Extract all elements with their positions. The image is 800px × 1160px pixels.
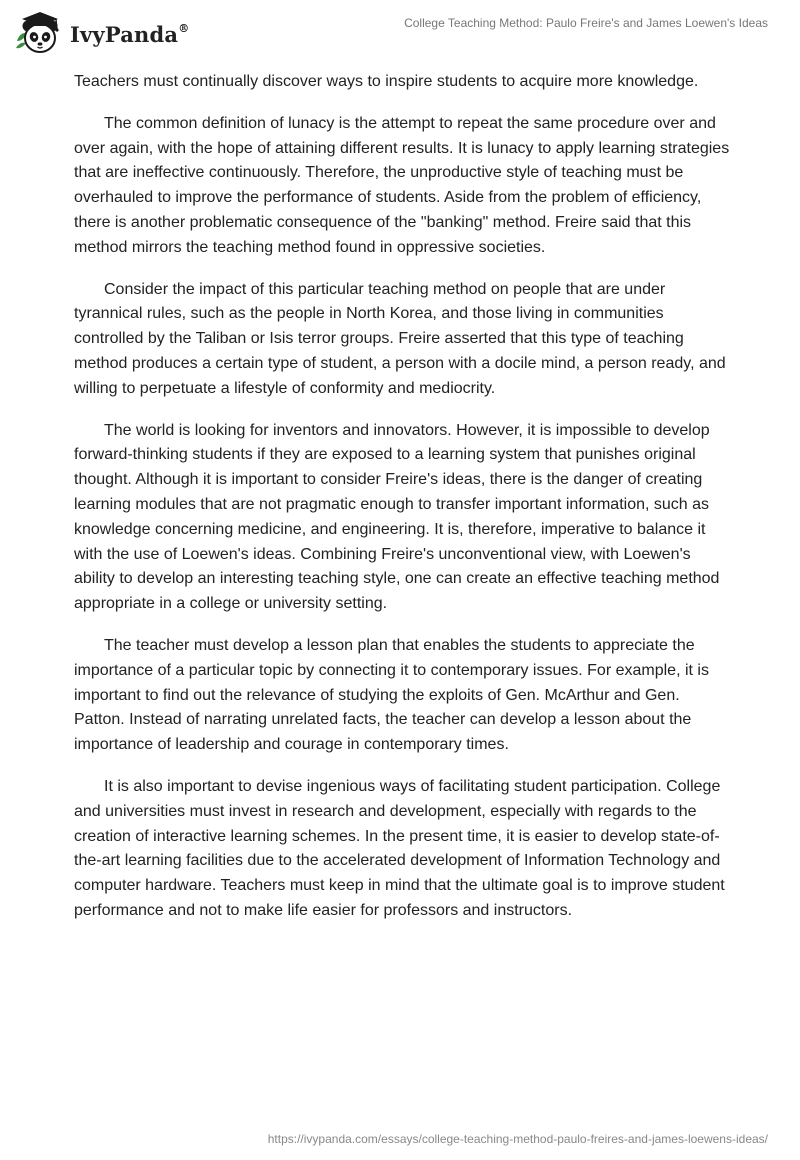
- registered-mark: ®: [178, 21, 190, 35]
- ivypanda-logo[interactable]: [14, 8, 189, 58]
- panda-graduation-cap-icon: [14, 8, 64, 58]
- paragraph: The teacher must develop a lesson plan that enables the students to appreciate the importance of a particular topic by connecting it to contemporary issues. For example, it is important to find out the relevance of studying the exploits of Gen. McArthur and Gen. Patton. Instead of narrating unrelated facts, the teacher can develop a lesson about the importance of leadership and courage in contemporary times.: [74, 636, 709, 754]
- essay-body: [74, 70, 734, 941]
- page-header: [0, 0, 800, 64]
- document-title: College Teaching Method: Paulo Freire's and James Loewen's Ideas: [404, 16, 768, 30]
- paragraph: Teachers must continually discover ways to inspire students to acquire more knowledge.: [74, 73, 699, 90]
- paragraph: Consider the impact of this particular teaching method on people that are under tyrannical rules, such as the people in North Korea, and those living in communities controlled by the Taliban or Isis terror groups. Freire asserted that this type of teaching method produces a certain type of student, a person with a docile mind, a person ready, and willing to perpetuate a lifestyle of conformity and mediocrity.: [74, 280, 726, 397]
- paragraph: It is also important to devise ingenious ways of facilitating student participation. College and universities must invest in research and development, especially with regards to the creation of interactive learning schemes. In the present time, it is easier to develop state-of-the-art learning facilities due to the accelerated development of Information Technology and computer hardware. Teachers must keep in mind that the ultimate goal is to improve student performance and not to make life easier for professors and instructors.: [74, 777, 725, 919]
- brand-name: IvyPanda®: [70, 21, 190, 47]
- paragraph: The world is looking for inventors and innovators. However, it is impossible to develop forward-thinking students if they are exposed to a learning system that punishes original thought. Although it is important to consider Freire's ideas, there is the danger of creating learning modules that are not pragmatic enough to transfer important information, such as knowledge concerning medicine, and engineering. It is, therefore, imperative to balance it with the use of Loewen's ideas. Combining Freire's unconventional view, with Loewen's ability to develop an interesting teaching style, one can create an effective teaching method appropriate in a college or university setting.: [74, 421, 720, 613]
- source-url-link[interactable]: https://ivypanda.com/essays/college-teaching-method-paulo-freires-and-james-loewens-ideas/: [267, 1132, 768, 1146]
- paragraph: The common definition of lunacy is the attempt to repeat the same procedure over and over again, with the hope of attaining different results. It is lunacy to apply learning strategies that are ineffective continuously. Therefore, the unproductive style of teaching must be overhauled to improve the performance of students. Aside from the problem of efficiency, there is another problematic consequence of the "banking" method. Freire said that this method mirrors the teaching method found in oppressive societies.: [74, 114, 730, 256]
